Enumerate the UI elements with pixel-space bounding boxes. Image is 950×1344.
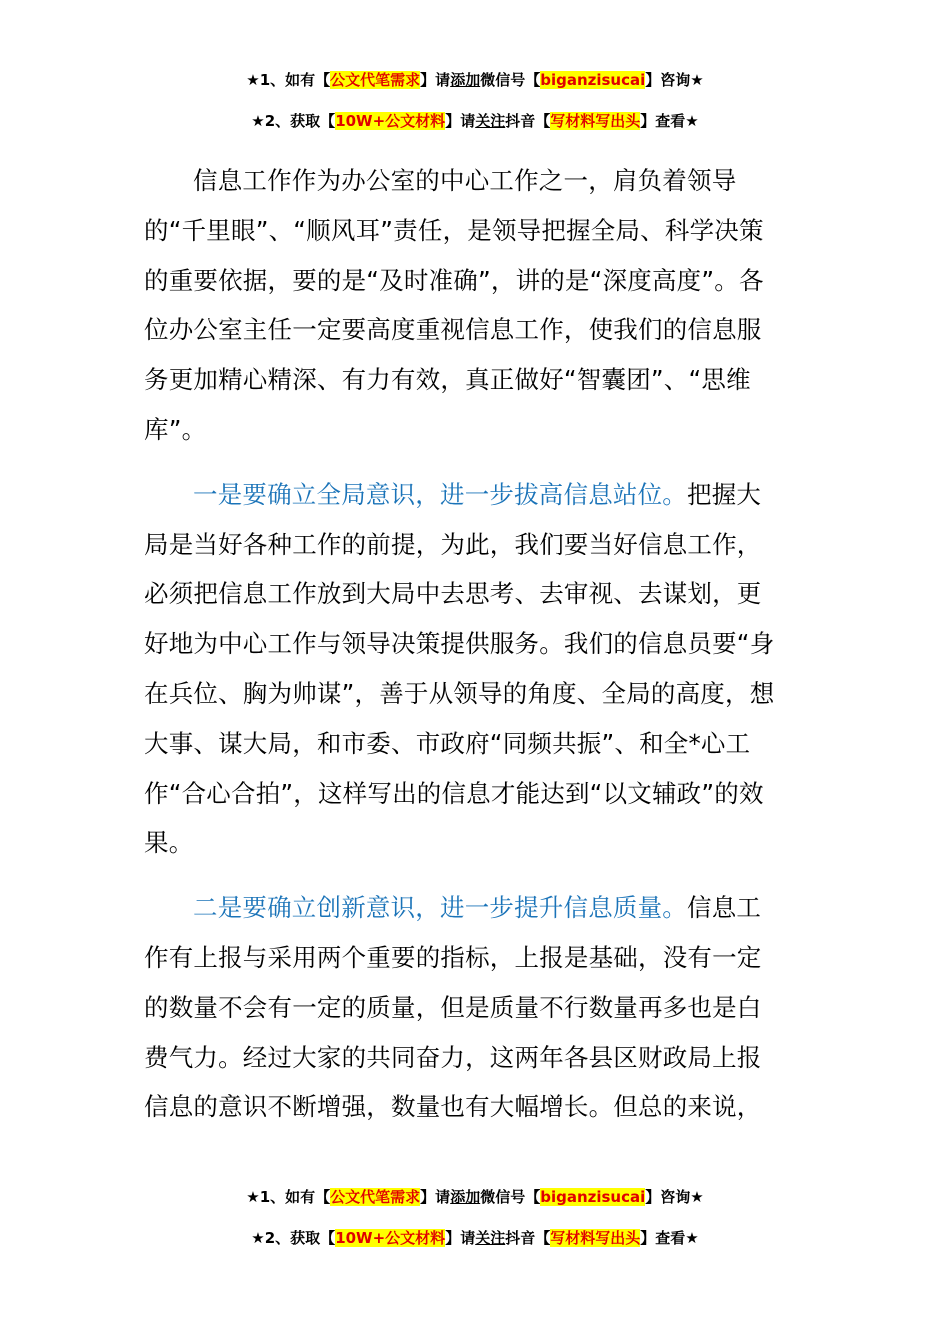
banner2-underline-follow: 关注: [475, 112, 506, 130]
intro-line: 的“千里眼”、“顺风耳”责任，是领导把握全局、科学决策: [144, 215, 764, 245]
point2-heading: 二是要确立创新意识，进一步提升信息质量。: [193, 893, 687, 923]
banner2-prefix: ★2、获取【: [251, 112, 336, 130]
footer2-prefix: ★2、获取【: [251, 1229, 336, 1247]
point2-line: 作有上报与采用两个重要的指标，上报是基础，没有一定: [144, 942, 762, 972]
banner2-mid2: 抖音【: [505, 112, 551, 130]
banner1-highlight-need: 公文代笔需求: [330, 71, 421, 89]
paragraph-point-2: [144, 883, 806, 1132]
point2-line: 信息的意识不断增强，数量也有大幅增长。但总的来说，: [144, 1092, 762, 1122]
footer-banner: [0, 1186, 950, 1249]
document-body: [144, 156, 806, 1147]
banner1-mid1: 】请: [420, 71, 451, 89]
banner2-highlight-douyin: 写材料写出头: [550, 112, 641, 130]
banner-line-2: [0, 110, 950, 132]
footer1-mid1: 】请: [420, 1188, 451, 1206]
header-banner: [0, 69, 950, 132]
banner1-prefix: ★1、如有【: [246, 71, 331, 89]
footer1-prefix: ★1、如有【: [246, 1188, 331, 1206]
footer1-highlight-need: 公文代笔需求: [330, 1188, 421, 1206]
point1-line: 作“合心合拍”，这样写出的信息才能达到“以文辅政”的效: [144, 778, 764, 808]
paragraph-point-1: [144, 470, 806, 868]
point1-first-line: [144, 470, 806, 520]
footer2-underline-follow: 关注: [475, 1229, 506, 1247]
point2-first-line: [144, 883, 806, 933]
footer2-highlight-materials: 10W+公文材料: [335, 1229, 446, 1247]
banner1-highlight-wechat: biganzisucai: [540, 71, 646, 89]
point1-heading: 一是要确立全局意识，进一步拔高信息站位。: [193, 479, 687, 509]
footer1-suffix: 】咨询★: [645, 1188, 704, 1206]
intro-line: 的重要依据，要的是“及时准确”，讲的是“深度高度”。各: [144, 265, 764, 295]
banner2-mid1: 】请: [445, 112, 476, 130]
point1-line: 果。: [144, 828, 194, 858]
intro-line: 信息工作作为办公室的中心工作之一，肩负着领导: [193, 166, 737, 195]
point1-first-rest: 把握大: [687, 479, 762, 509]
intro-line: 库”。: [144, 414, 207, 444]
point1-line: 局是当好各种工作的前提，为此，我们要当好信息工作，: [144, 529, 762, 559]
banner1-suffix: 】咨询★: [645, 71, 704, 89]
point2-first-rest: 信息工: [687, 893, 762, 923]
point1-line: 好地为中心工作与领导决策提供服务。我们的信息员要“身: [144, 629, 775, 659]
point2-line: 费气力。经过大家的共同奋力，这两年各县区财政局上报: [144, 1042, 762, 1072]
footer2-mid1: 】请: [445, 1229, 476, 1247]
point1-line: 在兵位、胸为帅谋”，善于从领导的角度、全局的高度，想: [144, 678, 775, 708]
footer1-mid2: 微信号【: [480, 1188, 541, 1206]
footer2-highlight-douyin: 写材料写出头: [550, 1229, 641, 1247]
footer1-highlight-wechat: biganzisucai: [540, 1188, 646, 1206]
footer2-mid2: 抖音【: [505, 1229, 551, 1247]
banner2-suffix: 】查看★: [640, 112, 699, 130]
footer-banner-line-2: [0, 1227, 950, 1249]
banner1-underline-add: 添加: [450, 71, 481, 89]
point1-line: 大事、谋大局，和市委、市政府“同频共振”、和全*心工: [144, 728, 751, 758]
banner2-highlight-materials: 10W+公文材料: [335, 112, 446, 130]
footer2-suffix: 】查看★: [640, 1229, 699, 1247]
intro-line: 务更加精心精深、有力有效，真正做好“智囊团”、“思维: [144, 365, 751, 395]
footer1-underline-add: 添加: [450, 1188, 481, 1206]
point2-line: 的数量不会有一定的质量，但是质量不行数量再多也是白: [144, 992, 762, 1022]
banner1-mid2: 微信号【: [480, 71, 541, 89]
footer-banner-line-1: [0, 1186, 950, 1208]
intro-line: 位办公室主任一定要高度重视信息工作，使我们的信息服: [144, 315, 762, 345]
point1-line: 必须把信息工作放到大局中去思考、去审视、去谋划，更: [144, 579, 762, 609]
paragraph-intro: [144, 156, 806, 455]
banner-line-1: [0, 69, 950, 91]
